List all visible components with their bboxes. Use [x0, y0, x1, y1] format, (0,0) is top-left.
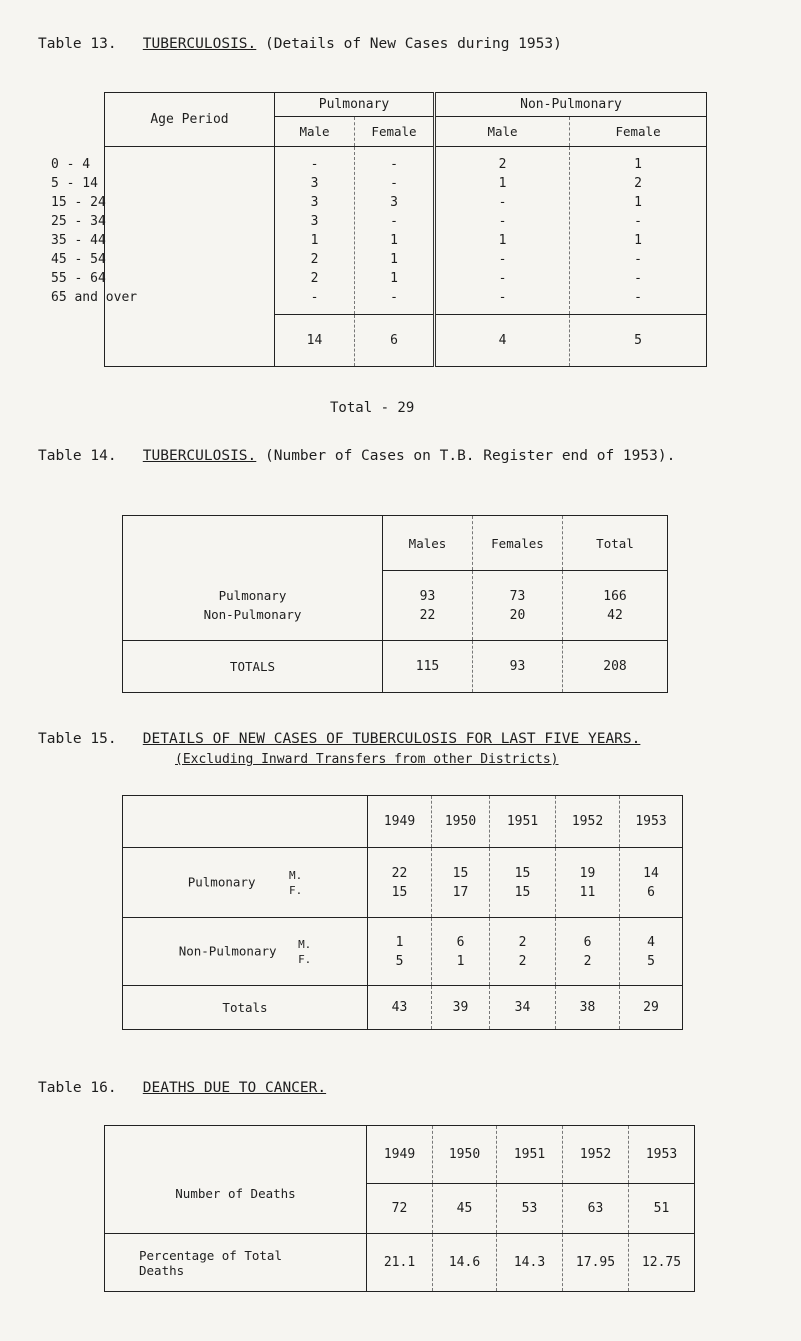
value-cell: 22: [419, 607, 436, 623]
value-cell: -: [498, 213, 507, 229]
totals-label: Totals: [123, 986, 368, 1030]
value-cell: -: [390, 175, 398, 191]
table16-label: Table 16.: [38, 1080, 117, 1096]
age-period-header: Age Period: [105, 93, 275, 147]
age-cell: 55 - 64: [51, 270, 106, 286]
age-cell: 45 - 54: [51, 251, 106, 267]
year-header: 1951: [490, 796, 556, 848]
table14-subtitle: (Number of Cases on T.B. Register end of 1953).: [265, 448, 676, 464]
value-cell: 2: [498, 156, 507, 172]
value-cell: 17: [452, 884, 469, 900]
value-cell: 6: [583, 934, 592, 950]
group-label: Pulmonary: [187, 874, 256, 889]
percentage-cell: 17.95: [563, 1234, 629, 1292]
age-cell: 25 - 34: [51, 213, 106, 229]
table16-heading: [38, 1080, 326, 1096]
year-header: 1952: [556, 796, 620, 848]
table15-title: DETAILS OF NEW CASES OF TUBERCULOSIS FOR LAST FIVE YEARS.: [142, 731, 641, 747]
total-pulmonary-female: 6: [355, 315, 435, 367]
table14-title: TUBERCULOSIS.: [142, 448, 257, 464]
deaths-cell: 63: [563, 1184, 629, 1234]
value-cell: 15: [514, 884, 531, 900]
age-cell: 65 and over: [51, 289, 138, 305]
pulmonary-label-cell: [123, 848, 368, 918]
value-cell: 1: [390, 251, 398, 267]
value-cell: -: [498, 251, 507, 267]
table13-subtitle: (Details of New Cases during 1953): [265, 36, 562, 52]
males-header: Males: [383, 516, 473, 571]
value-cell: -: [390, 156, 398, 172]
pulmonary-male-column: [275, 147, 355, 315]
year-header: 1950: [433, 1126, 497, 1184]
year-header: 1950: [432, 796, 490, 848]
year-header: 1952: [563, 1126, 629, 1184]
age-cell: 5 - 14: [51, 175, 98, 191]
value-cell: 2: [634, 175, 642, 191]
value-cell: 1: [395, 934, 404, 950]
total-cell: 34: [490, 986, 556, 1030]
non-pulmonary-female-column: [570, 147, 707, 315]
total-non-pulmonary-female: 5: [570, 315, 707, 367]
value-cell: 42: [607, 607, 623, 623]
deaths-cell: 51: [629, 1184, 695, 1234]
pulmonary-male-header: Male: [275, 117, 355, 147]
age-cell: 15 - 24: [51, 194, 106, 210]
value-cell: -: [498, 270, 507, 286]
value-cell: -: [634, 289, 642, 305]
table13: [51, 92, 707, 367]
females-column: [473, 571, 563, 641]
table16-corner-cell: [105, 1126, 367, 1184]
non-pulmonary-male-column: [435, 147, 570, 315]
value-cell: 1: [634, 232, 642, 248]
value-cell: -: [310, 289, 319, 305]
age-cell: 35 - 44: [51, 232, 106, 248]
table13-heading: [38, 36, 562, 52]
males-column: [383, 571, 473, 641]
deaths-cell: 45: [433, 1184, 497, 1234]
table14-label: Table 14.: [38, 448, 117, 464]
total-column: [563, 571, 668, 641]
age-cell: 0 - 4: [51, 156, 91, 172]
value-cell: 14: [643, 865, 659, 881]
non-pulmonary-female-header: Female: [570, 117, 707, 147]
non-pulmonary-label-cell: [123, 918, 368, 986]
percentage-cell: 14.3: [497, 1234, 563, 1292]
year-header: 1949: [367, 1126, 433, 1184]
non-pulmonary-male-header: Male: [435, 117, 570, 147]
value-cell: 5: [647, 953, 655, 969]
value-cell: 6: [647, 884, 655, 900]
value-cell: 2: [583, 953, 592, 969]
pulmonary-female-header: Female: [355, 117, 435, 147]
number-of-deaths-label: Number of Deaths: [105, 1184, 367, 1234]
total-cell: 39: [432, 986, 490, 1030]
total-non-pulmonary-male: 4: [435, 315, 570, 367]
total-males: 115: [383, 641, 473, 693]
value-cell: 5: [395, 953, 404, 969]
table15-corner-cell: [123, 796, 368, 848]
value-cell: -: [634, 251, 642, 267]
table13-grand-total: Total - 29: [330, 400, 415, 416]
table14: [122, 515, 668, 693]
value-cell: 73: [509, 588, 526, 604]
m-label: M.: [289, 868, 303, 882]
year-header: 1951: [497, 1126, 563, 1184]
totals-blank-cell: [105, 315, 275, 367]
value-cell: 15: [514, 865, 531, 881]
f-label: F.: [298, 952, 312, 966]
value-cell: 3: [310, 175, 319, 191]
table15-label: Table 15.: [38, 731, 117, 747]
total-cell: 38: [556, 986, 620, 1030]
percentage-cell: 21.1: [367, 1234, 433, 1292]
value-cell: 1: [310, 232, 319, 248]
value-cell: -: [498, 194, 507, 210]
percentage-cell: 12.75: [629, 1234, 695, 1292]
value-cell: 20: [509, 607, 526, 623]
value-cell: 2: [310, 270, 319, 286]
percentage-cell: 14.6: [433, 1234, 497, 1292]
table16-title: DEATHS DUE TO CANCER.: [142, 1080, 327, 1096]
total-females: 93: [473, 641, 563, 693]
value-cell: 1: [390, 270, 398, 286]
table15: [122, 795, 683, 1030]
table13-title: TUBERCULOSIS.: [142, 36, 257, 52]
total-pulmonary-male: 14: [275, 315, 355, 367]
year-header: 1949: [368, 796, 432, 848]
value-cell: 3: [390, 194, 398, 210]
deaths-cell: 72: [367, 1184, 433, 1234]
value-cell: 2: [518, 953, 527, 969]
value-cell: 1: [498, 175, 507, 191]
value-cell: 1: [456, 953, 465, 969]
totals-label: TOTALS: [123, 641, 383, 693]
value-cell: 3: [310, 213, 319, 229]
percentage-label: [105, 1234, 367, 1292]
value-cell: 11: [579, 884, 596, 900]
table15-subheading: (Excluding Inward Transfers from other Districts): [175, 752, 559, 767]
value-cell: 2: [310, 251, 319, 267]
total-cell: 43: [368, 986, 432, 1030]
percentage-label-line1: Percentage of Total: [139, 1247, 282, 1263]
f-label: F.: [289, 883, 303, 897]
value-cell: 1: [634, 156, 642, 172]
table14-heading: [38, 448, 675, 464]
value-cell: 1: [390, 232, 398, 248]
value-cell: 19: [579, 865, 596, 881]
value-cell: -: [390, 213, 398, 229]
table15-heading: [38, 731, 640, 747]
females-header: Females: [473, 516, 563, 571]
total-total: 208: [563, 641, 668, 693]
value-cell: 15: [391, 884, 408, 900]
m-label: M.: [298, 937, 312, 951]
total-header: Total: [563, 516, 668, 571]
age-column: [51, 147, 275, 315]
deaths-cell: 53: [497, 1184, 563, 1234]
total-cell: 29: [620, 986, 683, 1030]
pulmonary-header: Pulmonary: [275, 93, 435, 117]
table16: [104, 1125, 695, 1292]
value-cell: -: [634, 213, 642, 229]
value-cell: -: [498, 289, 507, 305]
value-cell: 6: [456, 934, 465, 950]
value-cell: 4: [647, 934, 655, 950]
value-cell: 1: [634, 194, 642, 210]
non-pulmonary-header: Non-Pulmonary: [435, 93, 707, 117]
value-cell: -: [310, 156, 319, 172]
row-label: Pulmonary: [218, 588, 287, 604]
value-cell: -: [634, 270, 642, 286]
percentage-label-line2: Deaths: [139, 1262, 185, 1278]
group-label: Non-Pulmonary: [178, 943, 277, 958]
value-cell: 3: [310, 194, 319, 210]
table13-label: Table 13.: [38, 36, 117, 52]
table14-corner-cell: [123, 516, 383, 571]
value-cell: 1: [498, 232, 507, 248]
pulmonary-female-column: [355, 147, 435, 315]
year-header: 1953: [620, 796, 683, 848]
value-cell: 93: [419, 588, 436, 604]
value-cell: -: [390, 289, 398, 305]
table14-row-labels: [123, 571, 383, 641]
value-cell: 166: [603, 588, 627, 604]
value-cell: 15: [452, 865, 469, 881]
year-header: 1953: [629, 1126, 695, 1184]
value-cell: 2: [518, 934, 527, 950]
value-cell: 22: [391, 865, 408, 881]
row-label: Non-Pulmonary: [203, 607, 302, 623]
